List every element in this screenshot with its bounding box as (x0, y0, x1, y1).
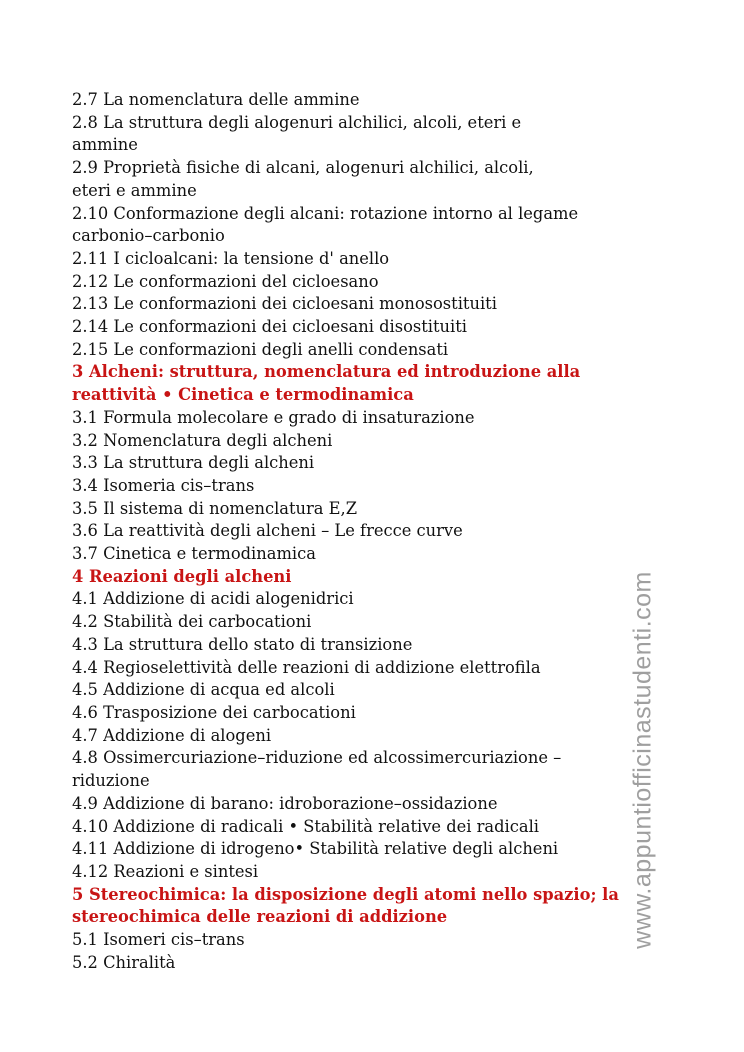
toc-entry-line: 4.9 Addizione di barano: idroborazione–ossidazione (72, 793, 498, 813)
toc-entry-line: 5.2 Chiralità (72, 952, 176, 972)
toc-entry-line: 2.11 I cicloalcani: la tensione d' anello (72, 248, 390, 268)
toc-entry-line: 3.6 La reattività degli alcheni – Le frecce curve (72, 521, 463, 541)
toc-entry-line: 4.11 Addizione di idrogeno• Stabilità relative degli alcheni (72, 839, 559, 859)
toc-entry-line: riduzione (72, 771, 150, 791)
toc-entry-line: 2.8 La struttura degli alogenuri alchilici, alcoli, eteri e (72, 112, 522, 132)
chapter-heading-line: 5 Stereochimica: la disposizione degli atomi nello spazio; la (72, 884, 619, 904)
toc-entry-line: eteri e ammine (72, 180, 197, 200)
toc-entry-line: 3.1 Formula molecolare e grado di insaturazione (72, 407, 475, 427)
toc-entry-line: 4.12 Reazioni e sintesi (72, 861, 259, 881)
toc-entry-line: carbonio–carbonio (72, 226, 225, 246)
toc-entry-line: 4.4 Regioselettività delle reazioni di addizione elettrofila (72, 657, 541, 677)
toc-entry-line: 4.2 Stabilità dei carbocationi (72, 612, 312, 632)
toc-entry-line: 3.3 La struttura degli alcheni (72, 453, 315, 473)
toc-entry-line: 4.1 Addizione di acidi alogenidrici (72, 589, 354, 609)
chapter-heading-line: 4 Reazioni degli alcheni (72, 566, 292, 586)
toc-entry-line: 3.5 Il sistema di nomenclatura E,Z (72, 498, 358, 518)
chapter-heading-line: stereochimica delle reazioni di addizione (72, 907, 448, 927)
toc-entry-line: 2.9 Proprietà fisiche di alcani, alogenuri alchilici, alcoli, (72, 158, 534, 178)
toc-entry-line: 2.15 Le conformazioni degli anelli condensati (72, 339, 449, 359)
watermark-url: www.appuntiofficinastudenti.com (628, 571, 657, 949)
toc-entry-line: 3.2 Nomenclatura degli alcheni (72, 430, 333, 450)
toc-entry-line: 4.3 La struttura dello stato di transizione (72, 634, 413, 654)
chapter-heading-line: 3 Alcheni: struttura, nomenclatura ed introduzione alla (72, 362, 581, 382)
toc-entry-line: ammine (72, 135, 138, 155)
toc-entry-line: 2.12 Le conformazioni del cicloesano (72, 271, 379, 291)
table-of-contents (72, 89, 668, 974)
toc-entry-line: 3.7 Cinetica e termodinamica (72, 544, 316, 564)
toc-entry-line: 5.1 Isomeri cis–trans (72, 930, 245, 950)
toc-entry-line: 4.5 Addizione di acqua ed alcoli (72, 680, 335, 700)
toc-entry-line: 2.10 Conformazione degli alcani: rotazione intorno al legame (72, 203, 579, 223)
toc-entry-line: 3.4 Isomeria cis–trans (72, 475, 255, 495)
toc-entry-line: 4.6 Trasposizione dei carbocationi (72, 702, 356, 722)
toc-entry-line: 4.8 Ossimercuriazione–riduzione ed alcossimercuriazione – (72, 748, 562, 768)
toc-entry-line: 4.10 Addizione di radicali • Stabilità relative dei radicali (72, 816, 539, 836)
toc-entry-line: 2.14 Le conformazioni dei cicloesani disostituiti (72, 317, 468, 337)
chapter-heading-line: reattività • Cinetica e termodinamica (72, 385, 414, 405)
toc-entry-line: 2.13 Le conformazioni dei cicloesani monosostituiti (72, 294, 497, 314)
toc-entry-line: 2.7 La nomenclatura delle ammine (72, 90, 360, 109)
toc-entry-line: 4.7 Addizione di alogeni (72, 725, 272, 745)
